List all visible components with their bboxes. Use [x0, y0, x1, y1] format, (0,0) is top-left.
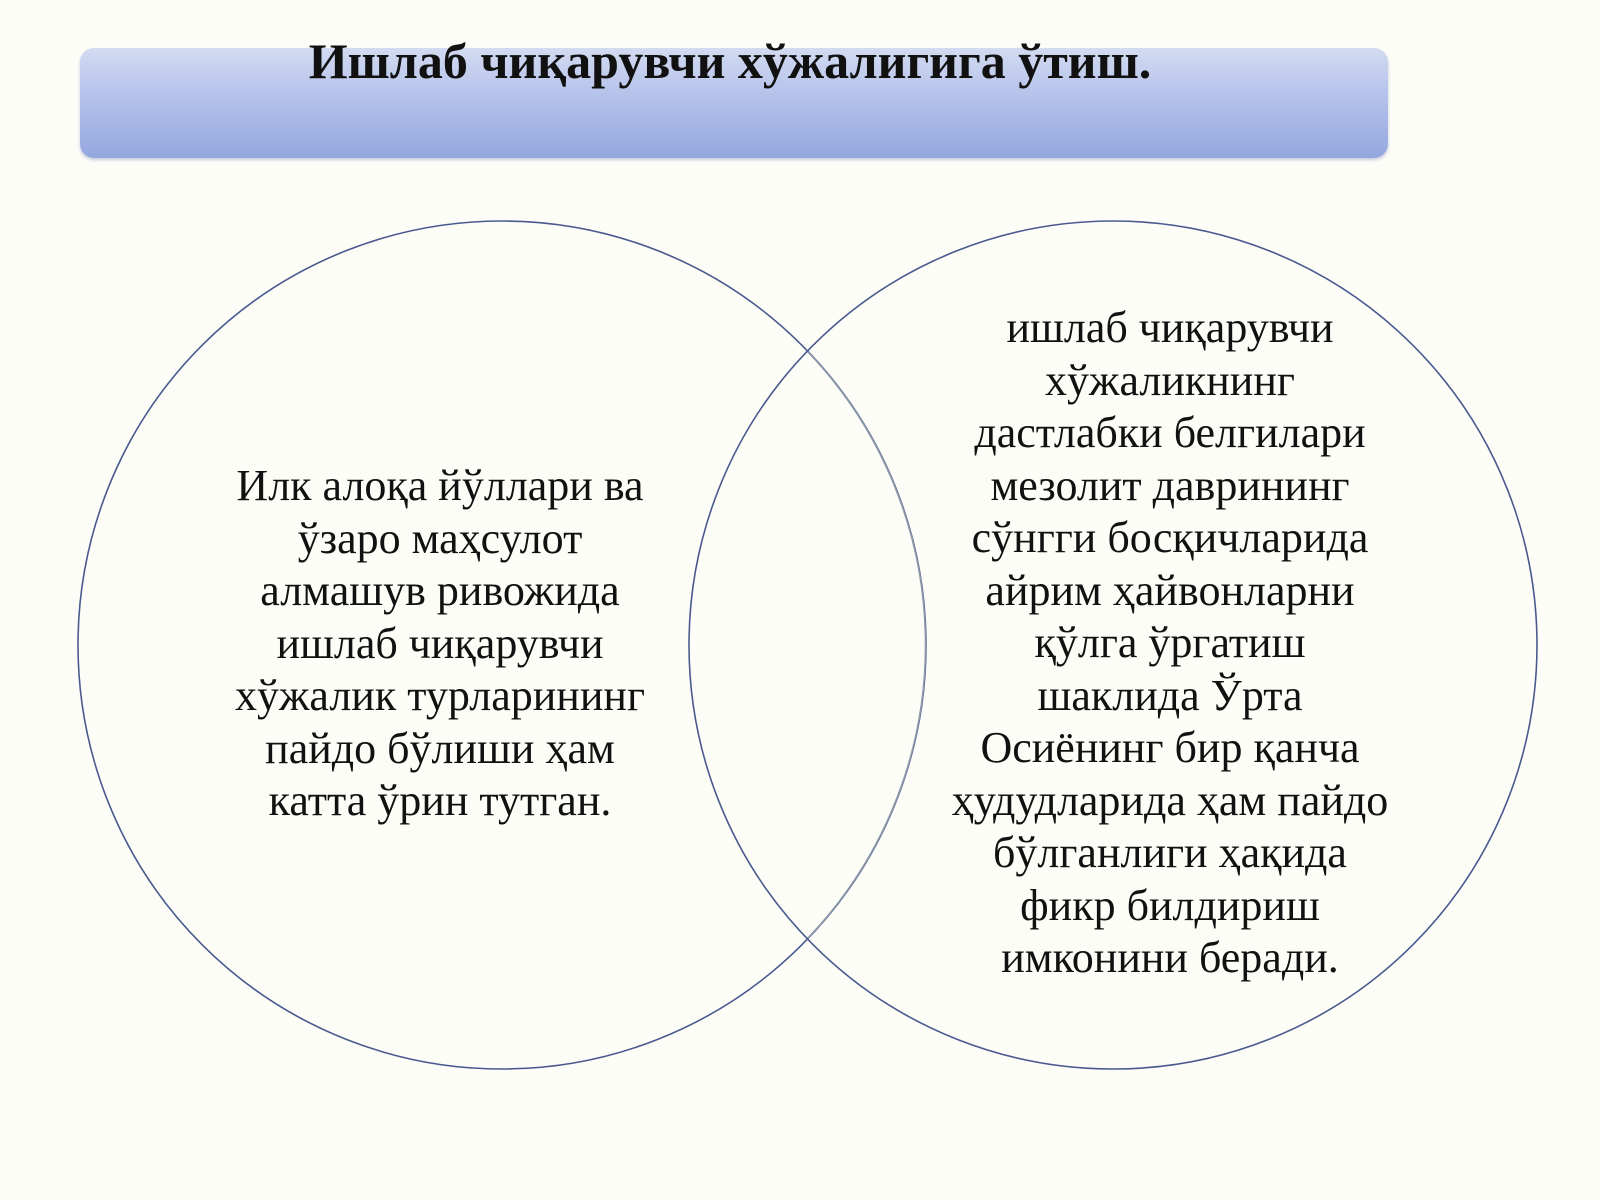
left-circle-line: пайдо бўлиши ҳам — [265, 723, 615, 773]
right-circle-line: Осиёнинг бир қанча — [980, 723, 1360, 772]
page-title: Ишлаб чиқарувчи хўжалигига ўтиш. — [308, 33, 1152, 89]
left-circle-line: Илк алоқа йўллари ва — [236, 461, 644, 510]
left-circle-line: ўзаро маҳсулот — [297, 513, 583, 563]
right-circle-line: ҳудудларида ҳам пайдо — [951, 775, 1389, 825]
right-circle-line: сўнгги босқичларида — [971, 513, 1369, 562]
left-circle-line: хўжалик турларининг — [235, 671, 645, 720]
left-circle-line: ишлаб чиқарувчи — [276, 618, 604, 668]
right-circle-line: мезолит даврининг — [990, 460, 1350, 510]
right-circle-line: ишлаб чиқарувчи — [1006, 303, 1334, 352]
right-circle-line: хўжаликнинг — [1045, 355, 1295, 405]
right-circle-line: шаклида Ўрта — [1037, 670, 1303, 720]
right-circle-line: қўлга ўргатиш — [1034, 618, 1306, 667]
right-circle-text — [890, 302, 1450, 985]
right-circle-line: дастлабки белгилари — [974, 408, 1366, 457]
right-circle-line: фикр билдириш — [1020, 880, 1320, 930]
left-circle-line: алмашув ривожида — [260, 566, 620, 615]
right-circle-line: имконини беради. — [1001, 933, 1339, 982]
left-circle-text — [180, 460, 700, 828]
left-circle-line: катта ўрин тутган. — [268, 776, 612, 825]
right-circle-line: айрим ҳайвонларни — [985, 565, 1355, 615]
right-circle-line: бўлганлиги ҳақида — [993, 828, 1347, 877]
